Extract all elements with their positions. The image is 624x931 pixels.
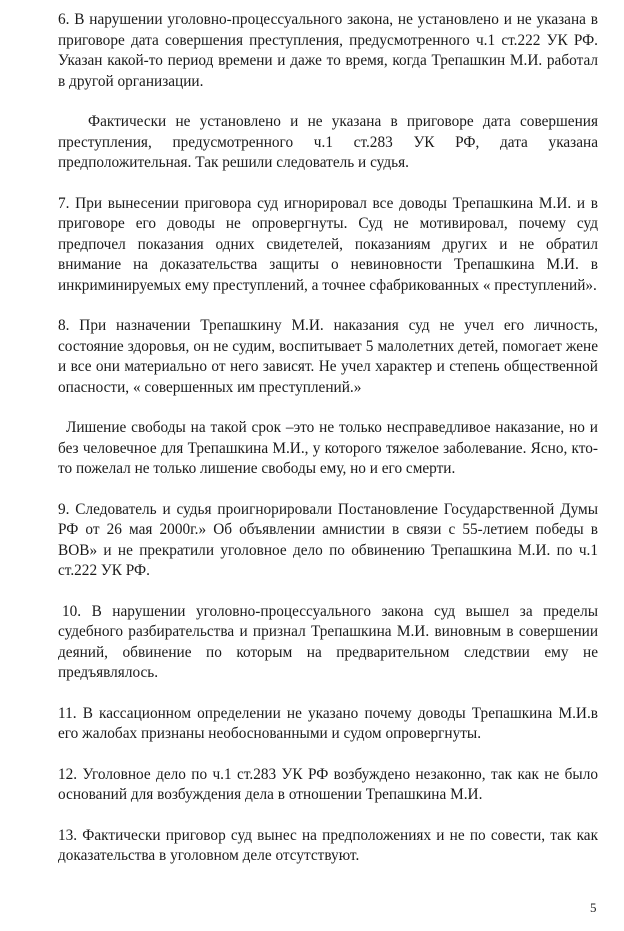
- paragraph-6: 6. В нарушении уголовно-процессуального закона, не установлено и не указана в приговоре дата совершения преступления, предусмотренного ч.1 ст.222 УК РФ. Указан какой-то период времени и даже то время, когда Трепашкин М.И. работал в другой организации.: [58, 11, 598, 90]
- paragraph-7: 7. При вынесении приговора суд игнорировал все доводы Трепашкина М.И. и в приговоре его доводы не опровергнуты. Суд не мотивировал, почему суд предпочел показания одних свидетелей, показаниям других и не обратил внимание на доказательства защиты о невиновности Трепашкина М.И. в инкриминируемых ему преступлений, а точнее сфабрикованных « преступлений».: [58, 194, 598, 294]
- paragraph-10: 10. В нарушении уголовно-процессуального закона суд вышел за пределы судебного разбирательства и признал Трепашкина М.И. виновным в совершении деяний, обвинение по которым на предварительном следствии ему не предъявлялось.: [58, 602, 598, 681]
- paragraph-8-continued: Лишение свободы на такой срок –это не только несправедливое наказание, но и без человечное для Трепашкина М.И., у которого тяжелое заболевание. Ясно, кто-то пожелал не только лишение свободы ему, но и его смерти.: [58, 419, 598, 477]
- paragraph-12: 12. Уголовное дело по ч.1 ст.283 УК РФ возбуждено незаконно, так как не было оснований для возбуждения дела в отношении Трепашкина М.И.: [58, 765, 598, 803]
- paragraph-9: 9. Следователь и судья проигнорировали Постановление Государственной Думы РФ от 26 мая 2000г.» Об объявлении амнистии в связи с 55-летием победы в ВОВ» и не прекратили уголовное дело по обвинению Трепашкина М.И. по ч.1 ст.222 УК РФ.: [58, 500, 598, 579]
- paragraph-11: 11. В кассационном определении не указано почему доводы Трепашкина М.И.в его жалобах признаны необоснованными и судом опровергнуты.: [58, 704, 598, 742]
- paragraph-8: 8. При назначении Трепашкину М.И. наказания суд не учел его личность, состояние здоровья, он не судим, воспитывает 5 малолетних детей, помогает жене и все они материально от него зависят. Не учел характер и степень общественной опасности, « совершенных им преступлений.»: [58, 317, 598, 396]
- document-page: [58, 10, 598, 887]
- paragraph-13: 13. Фактически приговор суд вынес на предположениях и не по совести, так как доказательства в уголовном деле отсутствуют.: [58, 826, 598, 864]
- page-number: 5: [590, 900, 597, 915]
- paragraph-6-continued: Фактически не установлено и не указана в приговоре дата совершения преступления, предусмотренного ч.1 ст.283 УК РФ, дата указана предположительная. Так решили следователь и судья.: [58, 113, 598, 171]
